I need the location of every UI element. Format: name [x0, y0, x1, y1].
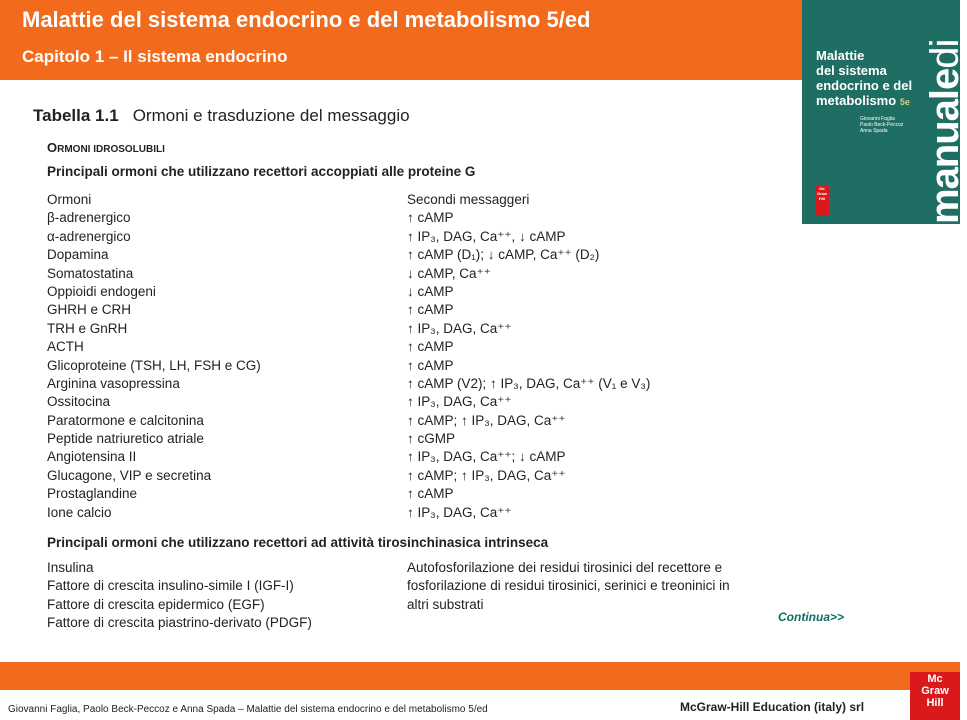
- table-cell: Ione calcio: [47, 504, 112, 520]
- tk-hormones-column: [47, 559, 312, 633]
- table-cell: β-adrenergico: [47, 210, 131, 226]
- table-cell: altri substrati: [407, 596, 484, 612]
- table-cell: Glucagone, VIP e secretina: [47, 467, 212, 483]
- table-cell: Peptide natriuretico atriale: [47, 431, 204, 447]
- table-cell: Fattore di crescita piastrino-derivato (PDGF): [47, 615, 312, 631]
- table-cell: Angiotensina II: [47, 449, 137, 465]
- table-cell: ↑ IP₃, DAG, Ca⁺⁺, ↓ cAMP: [407, 228, 566, 244]
- table-cell: ↑ cAMP: [407, 302, 454, 318]
- footer-authors: Giovanni Faglia, Paolo Beck-Peccoz e Anna Spada – Malattie del sistema endocrino e del metabolismo 5/ed: [8, 704, 488, 715]
- table-cell: fosforilazione di residui tirosinici, serinici e treoninici in: [407, 578, 730, 594]
- table-cell: ↑ cAMP: [407, 486, 454, 502]
- continue-link[interactable]: Continua>>: [778, 610, 845, 624]
- cover-series-label: manualedi: [923, 39, 967, 224]
- table-cell: Autofosforilazione dei residui tirosinici del recettore e: [407, 560, 723, 575]
- subheading-tyrosine-kinase: Principali ormoni che utilizzano recettori ad attività tirosinchinasica intrinseca: [47, 535, 549, 550]
- table-cell: ↑ cAMP; ↑ IP₃, DAG, Ca⁺⁺: [407, 412, 566, 428]
- table-cell: ↑ cAMP (V2); ↑ IP₃, DAG, Ca⁺⁺ (V₁ e V₃): [407, 375, 651, 391]
- table-cell: ↑ cAMP; ↑ IP₃, DAG, Ca⁺⁺: [407, 467, 566, 483]
- table-cell: Fattore di crescita insulino-simile I (IGF-I): [47, 578, 294, 594]
- subheading-g-proteins: Principali ormoni che utilizzano recettori accoppiati alle proteine G: [47, 164, 476, 179]
- cover-title: Malattie del sistema endocrino e del metabolismo 5e: [816, 48, 913, 108]
- table-title: Ormoni e trasduzione del messaggio: [132, 106, 410, 125]
- table-cell: Dopamina: [47, 247, 109, 263]
- table-cell: ↑ cAMP: [407, 210, 454, 226]
- footer-publisher: McGraw-Hill Education (italy) srl: [680, 700, 865, 714]
- messengers-column: [407, 191, 650, 522]
- column-header: Ormoni: [47, 192, 92, 207]
- chapter-subtitle: Capitolo 1 – Il sistema endocrino: [22, 47, 288, 66]
- table-cell: ↑ IP₃, DAG, Ca⁺⁺: [407, 320, 512, 336]
- table-cell: ↑ cAMP: [407, 339, 454, 355]
- table-cell: Paratormone e calcitonina: [47, 412, 204, 428]
- table-cell: Prostaglandine: [47, 486, 138, 502]
- publisher-logo: Mc Graw Hill: [910, 672, 960, 720]
- table-cell: ↓ cAMP: [407, 283, 454, 299]
- table-cell: ↑ IP₃, DAG, Ca⁺⁺: [407, 504, 512, 520]
- table-cell: Arginina vasopressina: [47, 375, 180, 391]
- table-cell: ↓ cAMP, Ca⁺⁺: [407, 265, 491, 281]
- cover-authors: Giovanni Faglia Paolo Beck-Peccoz Anna Spada: [860, 116, 904, 134]
- tk-messenger-column: [407, 559, 730, 614]
- table-caption: [33, 106, 410, 126]
- column-header: Secondi messaggeri: [407, 192, 530, 207]
- table-cell: Fattore di crescita epidermico (EGF): [47, 596, 265, 612]
- section-heading: ORMONI IDROSOLUBILI: [47, 140, 165, 155]
- cover-edition: 5e: [899, 97, 910, 107]
- table-cell: ACTH: [47, 339, 84, 355]
- table-cell: ↑ IP₃, DAG, Ca⁺⁺; ↓ cAMP: [407, 449, 566, 465]
- table-cell: ↑ cAMP (D₁); ↓ cAMP, Ca⁺⁺ (D₂): [407, 247, 600, 263]
- table-cell: Glicoproteine (TSH, LH, FSH e CG): [47, 357, 261, 373]
- table-cell: TRH e GnRH: [47, 320, 128, 336]
- table-cell: Somatostatina: [47, 265, 134, 281]
- table-cell: ↑ cGMP: [407, 431, 456, 447]
- footer-bar: [0, 662, 960, 690]
- table-cell: Oppioidi endogeni: [47, 283, 156, 299]
- page-title: Malattie del sistema endocrino e del metabolismo 5/ed: [22, 7, 591, 32]
- table-cell: ↑ IP₃, DAG, Ca⁺⁺: [407, 394, 512, 410]
- table-cell: Ossitocina: [47, 394, 111, 410]
- cover-publisher-logo: Mc Graw Hill: [815, 186, 829, 216]
- table-number: Tabella 1.1: [33, 106, 119, 125]
- table-cell: ↑ cAMP: [407, 357, 454, 373]
- hormones-column: [47, 191, 261, 522]
- table-cell: GHRH e CRH: [47, 302, 132, 318]
- table-cell: Insulina: [47, 560, 94, 575]
- book-cover: [802, 0, 967, 224]
- table-cell: α-adrenergico: [47, 228, 131, 244]
